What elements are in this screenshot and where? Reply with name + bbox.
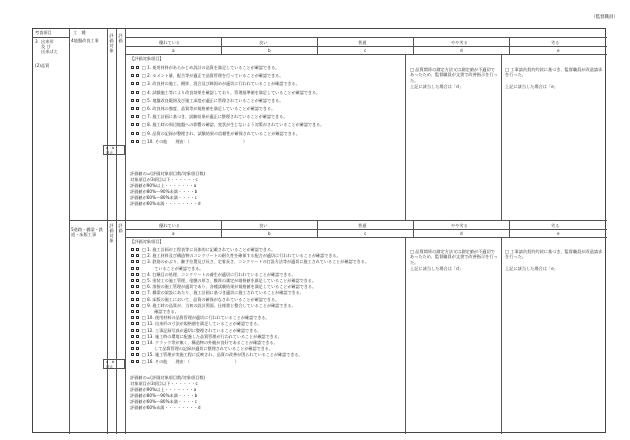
section2-checkbox[interactable] <box>136 341 139 344</box>
section1-checkbox[interactable] <box>131 107 134 110</box>
section2-checkbox[interactable] <box>136 248 139 251</box>
section2-checkbox[interactable] <box>131 267 134 270</box>
section2-checkbox[interactable] <box>136 329 139 332</box>
section1-checkbox[interactable] <box>136 132 139 135</box>
section2-checkbox[interactable] <box>131 335 134 338</box>
section1-item: □ 2. セメント量、配合等が適正で品質管理を行っていることが確認できる。 <box>142 73 284 79</box>
section1-score-b: b <box>112 146 115 150</box>
section2-item: □ 11. 出来形の寸法が規格値を満足していることが確認できる。 <box>142 321 262 327</box>
section1-item: □ 8. 施工時の周辺地盤への影響の確認、変状が生じないよう対策がされていることが確認できる。 <box>142 122 325 128</box>
section1-checkbox[interactable] <box>136 115 139 118</box>
section2-checkbox[interactable] <box>136 353 139 356</box>
section2-item: して品質管理の記録が適切に整理されていることが確認できる。 <box>142 346 273 352</box>
grade-b-label: 良い <box>259 40 268 45</box>
section1-title: 【評価対象項目】 <box>130 56 164 61</box>
section1-checkbox[interactable] <box>131 123 134 126</box>
section2-checkbox[interactable] <box>136 260 139 263</box>
section2-checkbox[interactable] <box>136 267 139 270</box>
section1-note-e-sub: 上記に該当した場合は「e」 <box>505 84 558 89</box>
section1-item: □ 10. その他 理由：（ ） <box>142 138 248 144</box>
section2-score-a: a <box>106 360 109 364</box>
section2-item: □ 9. 施工時の品質が、当初の設計図面、仕様書と整合していることが確認できる。 <box>142 302 296 308</box>
header-item: 考査項目 <box>35 30 52 35</box>
section2-item: □ 4. 打継目の処理、コンクリートの養生が適切に行われていることが確認できる。 <box>142 271 296 277</box>
header-kind: 工 種 <box>73 30 86 35</box>
section2-checkbox[interactable] <box>131 304 134 307</box>
section2-criterion: 評価値が80%～90%未満・・・・b <box>130 393 198 398</box>
grade-a-letter-2: a <box>172 231 175 236</box>
work-type-2: 5道路・橋梁・鉄道・床版工事 <box>71 227 103 238</box>
grade-a-label-2: 優れている <box>159 223 180 228</box>
section2-note-d: □ 品質関係の測定方法又は測定値が不適切であったため、監督職員が文書で改善指示を行った。 <box>410 249 498 265</box>
section2-item: □ 14. クラック等が無く、構造物の外観が良好であることが確認できる。 <box>142 340 278 345</box>
section2-checkbox[interactable] <box>131 254 134 257</box>
grade-e-label-2: 劣る <box>551 223 560 228</box>
section1-item: □ 9. 品質の記録が整理され、試験結果の信頼性が確保されていることが確認できる。 <box>142 130 300 136</box>
section2-checkbox[interactable] <box>131 329 134 332</box>
section2-checkbox[interactable] <box>136 298 139 301</box>
grade-e-letter: e <box>557 48 560 53</box>
section2-checkbox[interactable] <box>131 273 134 276</box>
grade-b-label-2: 良い <box>259 223 268 228</box>
section2-score-b: b <box>112 360 115 364</box>
section1-item: □ 7. 施工計画に基づき、試験結果が適正に整理されていることが確認できる。 <box>142 114 288 120</box>
section1-item: □ 3. 改良材の施工、攪拌、混合及び締固めが適切に行われていることが確認できる。 <box>142 81 300 87</box>
section1-checkbox[interactable] <box>136 66 139 69</box>
section2-checkbox[interactable] <box>131 310 134 313</box>
section2-checkbox[interactable] <box>131 291 134 294</box>
grade-b-letter-2: b <box>268 231 271 236</box>
section2-checkbox[interactable] <box>131 353 134 356</box>
section2-score-row: 評点 <box>106 364 113 369</box>
section1-score-table <box>103 145 125 155</box>
section2-score-table <box>103 359 125 369</box>
section1-checkbox[interactable] <box>131 99 134 102</box>
section1-checkbox[interactable] <box>136 123 139 126</box>
item-name-2: 及 び <box>41 44 51 49</box>
section1-checkbox[interactable] <box>131 82 134 85</box>
section2-item: □ 5. 塗装工の施工管理、塗膜の厚さ、膜厚の測定が規格値を満足していることが確認できる。 <box>142 278 316 283</box>
grade-d-letter: d <box>460 48 463 53</box>
section1-checkbox[interactable] <box>131 132 134 135</box>
section2-item: □ 15. 施工管理が実施工程に反映され、品質の改善が図られていることが確認できる。 <box>142 352 303 358</box>
section2-criterion: 評価値が60%～80%未満・・・・c <box>130 399 197 404</box>
section1-criterion: 評価値が60%～80%未満・・・・c <box>130 195 197 200</box>
section1-score-row: 評点 <box>106 150 113 155</box>
section2-checkbox[interactable] <box>136 273 139 276</box>
grade-e-label: 劣る <box>551 40 560 45</box>
section2-item: ていることが確認できる。 <box>142 265 204 271</box>
section2-checkbox[interactable] <box>136 347 139 350</box>
section2-checkbox[interactable] <box>131 316 134 319</box>
section2-item: □ 13. 施工時の環境に配慮した品質管理が行われていることが確認できる。 <box>142 333 282 339</box>
section1-checkbox[interactable] <box>131 140 134 143</box>
section2-item: □ 16. その他 理由：（ ） <box>142 358 239 364</box>
section2-item: □ 12. 工事記録写真が適切に整理されていることが確認できる。 <box>142 327 262 333</box>
section2-criteria-title: 評価値の=(評価対象項目数/対象項目数) <box>130 375 206 380</box>
section2-checkbox[interactable] <box>136 279 139 282</box>
section2-checkbox[interactable] <box>131 360 134 363</box>
section1-note-e: □ 工事請負契約約款に基づき、監督職員が改造請求を行った。 <box>505 67 603 78</box>
grade-d-letter-2: d <box>460 231 463 236</box>
section1-checkbox[interactable] <box>131 74 134 77</box>
section2-checkbox[interactable] <box>131 298 134 301</box>
section2-checkbox[interactable] <box>136 285 139 288</box>
grade-c-letter-2: c <box>364 231 367 236</box>
section2-item: 確認できる。 <box>142 309 179 314</box>
section2-checkbox[interactable] <box>136 304 139 307</box>
section2-checkbox[interactable] <box>131 322 134 325</box>
section2-item: □ 8. 床版の施工において、品質の確保がなされていることが確認できる。 <box>142 296 280 302</box>
section1-item: □ 6. 改良体の強度、品質等が規格値を満足していることが確認できる。 <box>142 106 276 111</box>
section2-criterion: 評価値が90%以上・・・・・・・a <box>130 387 197 392</box>
section2-checkbox[interactable] <box>131 341 134 344</box>
section2-checkbox[interactable] <box>136 335 139 338</box>
section2-title: 【評価対象項目】 <box>130 239 164 244</box>
section1-criteria-title: 評価値の=(評価対象項目数/対象項目数) <box>130 171 206 176</box>
section2-note-d-sub: 上記に該当した場合は「d」 <box>410 266 463 271</box>
section2-item: □ 6. 溶接の施工管理が適切であり、各種試験結果が規格値を満足していることが確認できる。 <box>142 284 317 290</box>
grade-a-letter: a <box>172 48 175 53</box>
section2-item: □ 1. 施工計画が工程表等に具体的に記載されていることが確認できる。 <box>142 247 276 252</box>
section2-checkbox[interactable] <box>131 260 134 263</box>
section1-item: □ 1. 使用材料があらかじめ設計の品質を満足していることが確認できる。 <box>142 65 280 70</box>
page-header-label: （監督職員） <box>591 15 618 20</box>
grade-d-label: やや劣る <box>451 40 468 45</box>
section2-criterion: 対象項目が3項目以下・・・・・・c <box>130 381 198 386</box>
item-name-1: 出来形 <box>41 39 54 44</box>
section2-item: □ 3. 鉄筋のかぶり、継手位置及び長さ、定着長さ、コンクリートの打設方法等が適切に施工されていることが確認できる。 <box>142 259 369 265</box>
section2-checkbox[interactable] <box>131 248 134 251</box>
section2-item: □ 7. 橋梁の架設にあたり、施工計画に基づき適切に施工されていることが確認できる。 <box>142 290 304 296</box>
section1-score-a: a <box>106 146 109 150</box>
grade-c-letter: c <box>364 48 367 53</box>
section1-criterion: 評価値が90%以上・・・・・・・a <box>130 183 197 188</box>
section2-note-e: □ 工事請負契約約款に基づき、監督職員が改造請求を行った。 <box>505 249 603 260</box>
section1-checkbox[interactable] <box>136 82 139 85</box>
col-eval-label: 評価対象 <box>109 33 114 53</box>
section1-checkbox[interactable] <box>131 115 134 118</box>
section1-checkbox[interactable] <box>136 74 139 77</box>
section1-checkbox[interactable] <box>131 66 134 69</box>
section1-note-d: □ 品質関係の測定方法又は測定値が不適切であったため、監督職員が文書で改善指示を行った。 <box>410 67 498 83</box>
section1-checkbox[interactable] <box>136 99 139 102</box>
section1-checkbox[interactable] <box>136 107 139 110</box>
section1-criterion: 評価値が80%～90%未満・・・・b <box>130 189 198 194</box>
grade-e-letter-2: e <box>557 231 560 236</box>
section2-checkbox[interactable] <box>136 291 139 294</box>
section1-checkbox[interactable] <box>136 91 139 94</box>
section2-checkbox[interactable] <box>131 347 134 350</box>
item-name-3: 出来ばえ <box>41 49 58 54</box>
col-eval-label-2: 評価対象 <box>109 223 114 243</box>
section2-checkbox[interactable] <box>136 360 139 363</box>
section2-note-e-sub: 上記に該当した場合は「e」 <box>505 266 558 271</box>
section2-checkbox[interactable] <box>131 285 134 288</box>
sub-item: (2)品質 <box>35 63 50 68</box>
section1-criterion: 対象項目が3項目以下・・・・・・c <box>130 177 198 182</box>
grade-a-label: 優れている <box>159 40 180 45</box>
section1-checkbox[interactable] <box>136 140 139 143</box>
item-number: 3 <box>35 39 38 44</box>
section2-item: □ 10. 使用材料の品質管理が適切に行われていることが確認できる。 <box>142 315 270 321</box>
section2-checkbox[interactable] <box>136 254 139 257</box>
section2-checkbox[interactable] <box>136 316 139 319</box>
col-rank-label-2: 評価 <box>118 223 123 233</box>
grade-b-letter: b <box>268 48 271 53</box>
work-type-1: 4地盤改良工事 <box>71 38 99 43</box>
grade-c-label: 普通 <box>358 40 367 45</box>
section1-checkbox[interactable] <box>131 91 134 94</box>
section2-checkbox[interactable] <box>136 310 139 313</box>
section2-criterion: 評価値が60%未満・・・・・・・・d <box>130 405 201 410</box>
section1-item: □ 5. 地盤改良範囲及び施工深度が適正に管理されていることが確認できる。 <box>142 97 284 103</box>
evaluation-sheet <box>32 28 606 433</box>
grade-c-label-2: 普通 <box>358 223 367 228</box>
section1-note-d-sub: 上記に該当した場合は「d」 <box>410 84 463 89</box>
section1-criterion: 評価値が60%未満・・・・・・・・d <box>130 201 201 206</box>
section1-item: □ 4. 試験施工等により改良効果を確認しており、管理基準値を満足していることが確認できる。 <box>142 89 321 95</box>
section2-item: □ 2. 施工材料及び構造物のコンクリートの耐久性を確保する配合が適切に行われていることが確認できる。 <box>142 253 341 259</box>
col-rank-label: 評価 <box>118 33 123 43</box>
section2-checkbox[interactable] <box>131 279 134 282</box>
grade-d-label-2: やや劣る <box>451 223 468 228</box>
section2-checkbox[interactable] <box>136 322 139 325</box>
